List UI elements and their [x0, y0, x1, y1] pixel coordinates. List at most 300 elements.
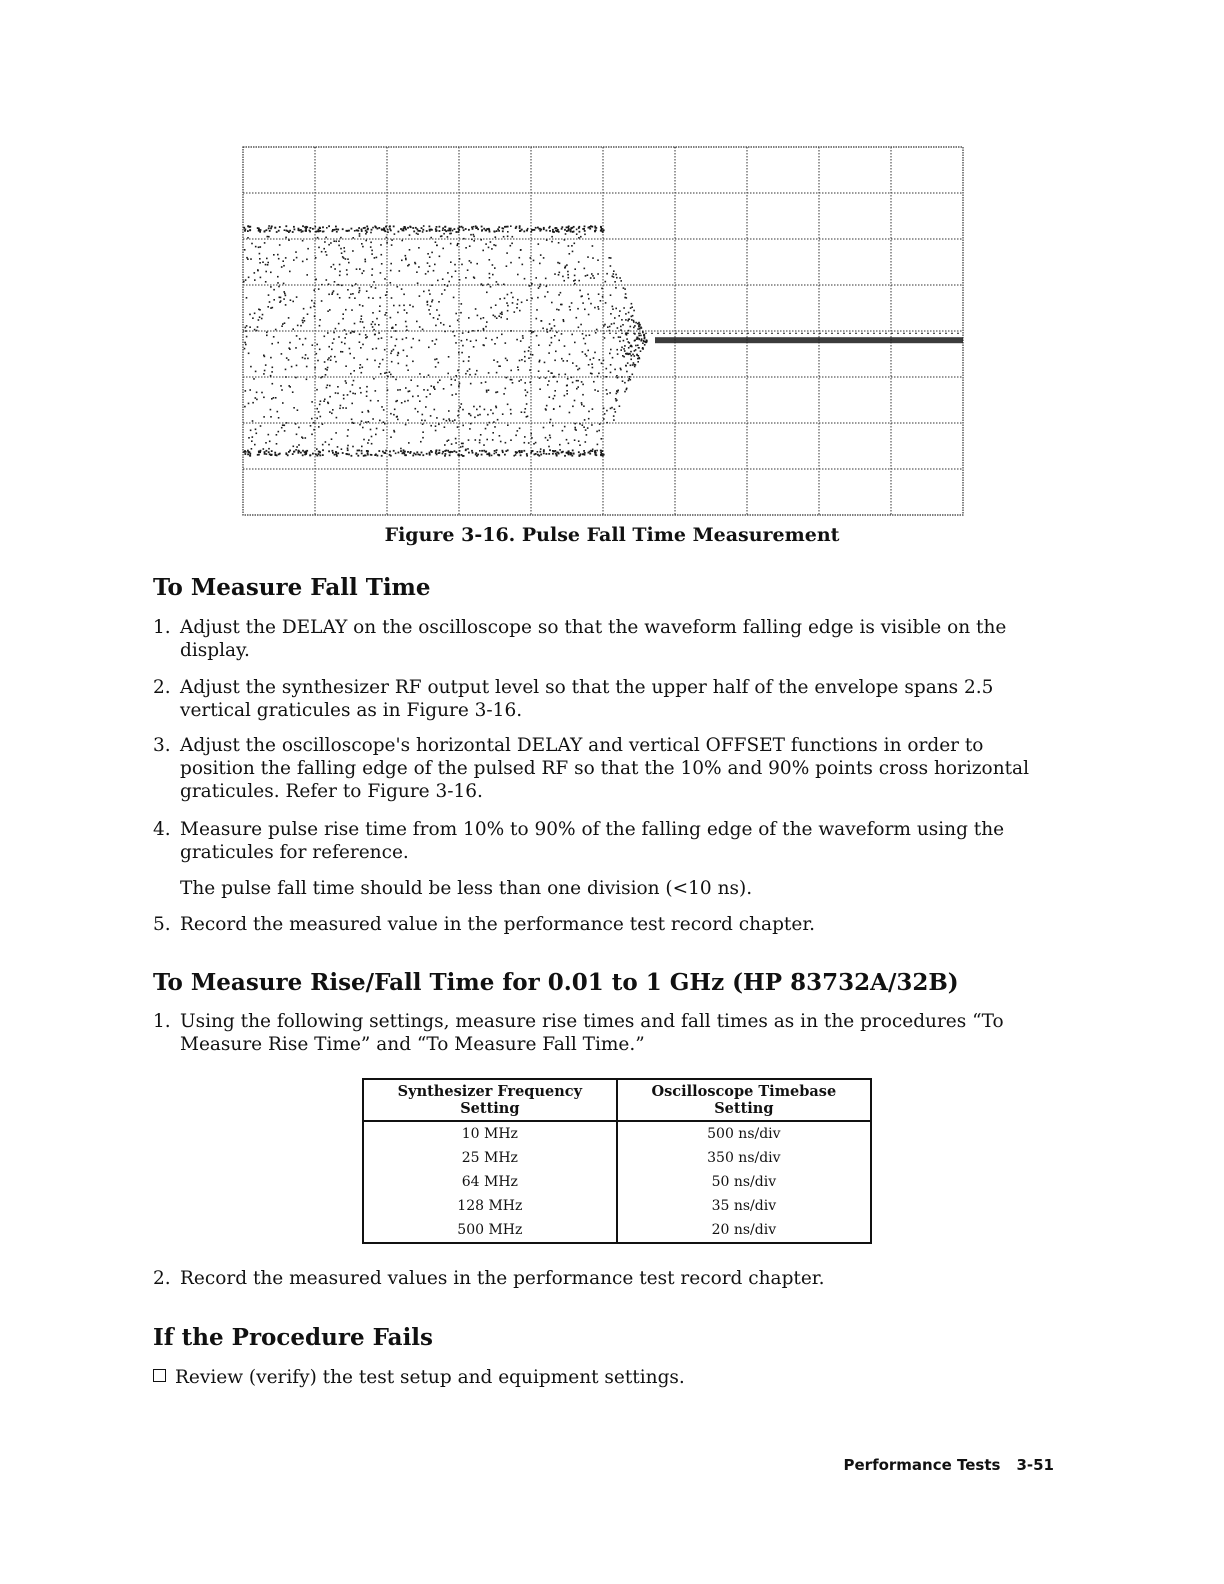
trace-point — [637, 345, 639, 347]
trace-point — [547, 439, 549, 441]
trace-point — [608, 257, 610, 259]
trace-point — [419, 295, 421, 297]
trace-point — [298, 427, 300, 429]
trace-point — [591, 273, 593, 275]
trace-point — [329, 385, 331, 387]
trace-point — [507, 236, 509, 238]
trace-point — [487, 284, 489, 286]
trace-point — [352, 384, 354, 386]
trace-point — [374, 257, 376, 259]
trace-point — [394, 409, 396, 411]
trace-point — [603, 408, 605, 410]
trace-point — [475, 225, 477, 227]
trace-point — [370, 246, 372, 248]
trace-point — [435, 325, 437, 327]
trace-point — [590, 277, 592, 279]
trace-point — [472, 330, 474, 332]
trace-point — [437, 382, 439, 384]
trace-point — [529, 382, 531, 384]
trace-point — [566, 390, 568, 392]
trace-point — [370, 232, 372, 234]
trace-point — [561, 452, 563, 454]
trace-point — [359, 287, 361, 289]
trace-point — [419, 230, 421, 232]
trace-point — [389, 454, 391, 456]
trace-point — [407, 265, 409, 267]
trace-point — [366, 336, 368, 338]
trace-point — [281, 325, 283, 327]
trace-point — [395, 324, 397, 326]
trace-point — [584, 226, 586, 228]
trace-point — [333, 338, 335, 340]
trace-point — [627, 320, 629, 322]
trace-point — [507, 305, 509, 307]
trace-point — [257, 270, 259, 272]
trace-point — [419, 326, 421, 328]
trace-point — [395, 401, 397, 403]
trace-point — [585, 343, 587, 345]
trace-point — [378, 324, 380, 326]
trace-point — [247, 230, 249, 232]
trace-point — [606, 389, 608, 391]
trace-point — [376, 348, 378, 350]
trace-point — [619, 341, 621, 343]
page-footer — [844, 1456, 1055, 1474]
trace-point — [417, 385, 419, 387]
trace-point — [463, 361, 465, 363]
trace-point — [248, 353, 250, 355]
trace-point — [327, 384, 329, 386]
trace-point — [400, 228, 402, 230]
trace-point — [498, 230, 500, 232]
trace-point — [318, 288, 320, 290]
trace-point — [371, 454, 373, 456]
trace-point — [402, 452, 404, 454]
trace-point — [566, 452, 568, 454]
trace-point — [316, 344, 318, 346]
trace-point — [466, 339, 468, 341]
trace-point — [481, 226, 483, 228]
trace-point — [617, 353, 619, 355]
trace-point — [350, 332, 352, 334]
trace-point — [318, 426, 320, 428]
trace-point — [564, 395, 566, 397]
trace-point — [605, 302, 607, 304]
trace-point — [409, 249, 411, 251]
trace-point — [371, 324, 373, 326]
trace-point — [429, 454, 431, 456]
trace-point — [359, 268, 361, 270]
trace-point — [546, 286, 548, 288]
trace-point — [255, 246, 257, 248]
trace-point — [502, 451, 504, 453]
trace-point — [247, 237, 249, 239]
trace-point — [455, 442, 457, 444]
trace-point — [324, 241, 326, 243]
trace-point — [371, 286, 373, 288]
trace-point — [313, 422, 315, 424]
trace-point — [333, 290, 335, 292]
trace-point — [554, 450, 556, 452]
trace-point — [610, 294, 612, 296]
trace-point — [309, 231, 311, 233]
trace-point — [422, 454, 424, 456]
trace-point — [458, 352, 460, 354]
trace-point — [444, 331, 446, 333]
trace-point — [419, 340, 421, 342]
trace-point — [385, 294, 387, 296]
trace-point — [548, 446, 550, 448]
trace-point — [601, 438, 603, 440]
trace-point — [352, 393, 354, 395]
trace-point — [433, 387, 435, 389]
trace-point — [613, 415, 615, 417]
trace-point — [336, 228, 338, 230]
trace-point — [493, 315, 495, 317]
trace-point — [401, 288, 403, 290]
trace-point — [614, 317, 616, 319]
trace-point — [600, 226, 602, 228]
trace-point — [594, 352, 596, 354]
trace-point — [553, 408, 555, 410]
trace-point — [392, 327, 394, 329]
trace-point — [578, 455, 580, 457]
trace-point — [354, 230, 356, 232]
trace-point — [451, 379, 453, 381]
trace-point — [278, 417, 280, 419]
trace-point — [426, 396, 428, 398]
trace-point — [334, 281, 336, 283]
trace-point — [386, 372, 388, 374]
trace-point — [305, 226, 307, 228]
trace-point — [566, 360, 568, 362]
trace-point — [347, 445, 349, 447]
trace-point — [335, 241, 337, 243]
trace-point — [630, 326, 632, 328]
trace-point — [585, 441, 587, 443]
trace-point — [475, 439, 477, 441]
trace-point — [372, 348, 374, 350]
trace-point — [314, 316, 316, 318]
trace-point — [549, 435, 551, 437]
trace-point — [462, 446, 464, 448]
trace-point — [291, 366, 293, 368]
trace-point — [562, 430, 564, 432]
trace-point — [507, 226, 509, 228]
trace-point — [372, 312, 374, 314]
trace-point — [560, 292, 562, 294]
step-text: Adjust the oscilloscope's horizontal DELAY and vertical OFFSET functions in order to position the falling edge of the pulsed RF so that the 10% and 90% points cross horizontal graticules. Refer to Figure 3-16. — [180, 735, 1029, 802]
trace-point — [515, 454, 517, 456]
trace-point — [594, 389, 596, 391]
trace-point — [312, 344, 314, 346]
trace-point — [372, 227, 374, 229]
trace-point — [593, 277, 595, 279]
trace-point — [324, 361, 326, 363]
trace-point — [391, 239, 393, 241]
table-row — [363, 1121, 871, 1146]
trace-point — [429, 230, 431, 232]
trace-point — [366, 450, 368, 452]
trace-point — [281, 353, 283, 355]
trace-point — [522, 335, 524, 337]
trace-point — [436, 226, 438, 228]
trace-point — [468, 439, 470, 441]
trace-point — [432, 340, 434, 342]
trace-point — [362, 367, 364, 369]
trace-point — [613, 419, 615, 421]
trace-point — [519, 450, 521, 452]
trace-point — [277, 342, 279, 344]
trace-point — [533, 443, 535, 445]
trace-point — [516, 307, 518, 309]
trace-point — [267, 264, 269, 266]
trace-point — [272, 367, 274, 369]
trace-point — [477, 330, 479, 332]
trace-point — [345, 407, 347, 409]
trace-point — [354, 323, 356, 325]
trace-point — [341, 252, 343, 254]
trace-point — [525, 408, 527, 410]
trace-point — [431, 301, 433, 303]
trace-point — [642, 332, 644, 334]
trace-point — [633, 321, 635, 323]
trace-point — [566, 264, 568, 266]
trace-point — [340, 351, 342, 353]
trace-point — [307, 313, 309, 315]
trace-point — [559, 263, 561, 265]
trace-point — [340, 248, 342, 250]
trace-point — [418, 247, 420, 249]
trace-point — [638, 347, 640, 349]
trace-point — [440, 322, 442, 324]
trace-point — [439, 226, 441, 228]
trace-point — [398, 363, 400, 365]
trace-point — [644, 337, 646, 339]
trace-point — [384, 278, 386, 280]
trace-point — [455, 375, 457, 377]
trace-point — [264, 242, 266, 244]
trace-point — [264, 370, 266, 372]
trace-point — [619, 405, 621, 407]
trace-point — [600, 450, 602, 452]
trace-point — [617, 391, 619, 393]
trace-point — [446, 440, 448, 442]
trace-point — [549, 396, 551, 398]
trace-point — [506, 265, 508, 267]
table-cell: 350 ns/div — [707, 1149, 781, 1166]
trace-point — [367, 452, 369, 454]
trace-point — [258, 451, 260, 453]
trace-point — [259, 262, 261, 264]
trace-point — [597, 390, 599, 392]
trace-point — [526, 230, 528, 232]
trace-point — [371, 443, 373, 445]
trace-point — [259, 316, 261, 318]
trace-point — [635, 345, 637, 347]
trace-point — [615, 287, 617, 289]
settings-table — [362, 1078, 872, 1244]
trace-point — [523, 450, 525, 452]
trace-point — [610, 257, 612, 259]
trace-point — [557, 262, 559, 264]
trace-point — [344, 251, 346, 253]
trace-point — [435, 425, 437, 427]
trace-point — [361, 315, 363, 317]
trace-point — [459, 383, 461, 385]
trace-point — [460, 446, 462, 448]
trace-point — [255, 429, 257, 431]
trace-point — [503, 236, 505, 238]
trace-point — [558, 242, 560, 244]
trace-point — [598, 308, 600, 310]
trace-point — [364, 227, 366, 229]
trace-point — [494, 450, 496, 452]
trace-point — [514, 311, 516, 313]
trace-point — [312, 228, 314, 230]
trace-point — [382, 229, 384, 231]
trace-point — [593, 357, 595, 359]
trace-point — [638, 335, 640, 337]
trace-point — [470, 234, 472, 236]
trace-point — [507, 231, 509, 233]
trace-point — [485, 337, 487, 339]
trace-point — [635, 349, 637, 351]
trace-point — [548, 352, 550, 354]
trace-point — [561, 228, 563, 230]
trace-point — [353, 380, 355, 382]
trace-point — [372, 326, 374, 328]
trace-point — [277, 254, 279, 256]
trace-point — [265, 264, 267, 266]
trace-point — [556, 381, 558, 383]
trace-point — [454, 450, 456, 452]
trace-point — [505, 442, 507, 444]
trace-point — [620, 280, 622, 282]
trace-point — [406, 355, 408, 357]
trace-point — [368, 439, 370, 441]
trace-point — [296, 335, 298, 337]
trace-point — [556, 332, 558, 334]
trace-point — [455, 313, 457, 315]
trace-point — [300, 452, 302, 454]
trace-point — [304, 320, 306, 322]
trace-point — [615, 274, 617, 276]
trace-point — [474, 417, 476, 419]
trace-point — [525, 395, 527, 397]
trace-point — [605, 281, 607, 283]
trace-point — [315, 454, 317, 456]
trace-point — [390, 413, 392, 415]
trace-point — [561, 358, 563, 360]
trace-point — [292, 231, 294, 233]
trace-point — [391, 350, 393, 352]
trace-point — [330, 242, 332, 244]
trace-point — [530, 231, 532, 233]
trace-point — [598, 373, 600, 375]
trace-point — [351, 455, 353, 457]
trace-point — [361, 453, 363, 455]
trace-point — [260, 450, 262, 452]
trace-point — [267, 236, 269, 238]
trace-point — [368, 421, 370, 423]
trace-point — [540, 454, 542, 456]
trace-point — [616, 349, 618, 351]
trace-point — [490, 241, 492, 243]
trace-point — [549, 230, 551, 232]
trace-point — [492, 413, 494, 415]
trace-point — [626, 371, 628, 373]
trace-point — [609, 326, 611, 328]
trace-point — [628, 341, 630, 343]
trace-point — [284, 293, 286, 295]
trace-point — [597, 259, 599, 261]
trace-point — [407, 419, 409, 421]
trace-point — [628, 312, 630, 314]
trace-point — [512, 297, 514, 299]
trace-point — [393, 349, 395, 351]
trace-point — [363, 270, 365, 272]
trace-point — [571, 227, 573, 229]
trace-point — [379, 420, 381, 422]
trace-point — [572, 406, 574, 408]
trace-point — [318, 411, 320, 413]
trace-point — [389, 451, 391, 453]
trace-point — [356, 453, 358, 455]
trace-point — [355, 283, 357, 285]
trace-point — [399, 270, 401, 272]
trace-point — [270, 416, 272, 418]
trace-point — [517, 430, 519, 432]
trace-point — [434, 359, 436, 361]
trace-point — [579, 368, 581, 370]
trace-point — [320, 400, 322, 402]
trace-point — [528, 357, 530, 359]
trace-point — [602, 296, 604, 298]
trace-point — [365, 240, 367, 242]
table-row — [363, 1194, 871, 1218]
trace-point — [289, 386, 291, 388]
trace-point — [553, 376, 555, 378]
trace-point — [530, 330, 532, 332]
trace-point — [621, 376, 623, 378]
trace-point — [537, 454, 539, 456]
trace-point — [390, 270, 392, 272]
trace-point — [571, 334, 573, 336]
trace-point — [640, 350, 642, 352]
trace-point — [631, 345, 633, 347]
trace-point — [271, 343, 273, 345]
trace-point — [347, 435, 349, 437]
trace-point — [615, 411, 617, 413]
trace-point — [636, 338, 638, 340]
trace-point — [396, 416, 398, 418]
trace-point — [345, 309, 347, 311]
trace-point — [554, 325, 556, 327]
trace-point — [250, 258, 252, 260]
trace-point — [568, 245, 570, 247]
trace-point — [457, 228, 459, 230]
trace-point — [447, 450, 449, 452]
trace-point — [318, 453, 320, 455]
trace-point — [569, 412, 571, 414]
trace-point — [310, 425, 312, 427]
trace-point — [592, 275, 594, 277]
trace-point — [329, 309, 331, 311]
trace-point — [439, 379, 441, 381]
trace-point — [292, 453, 294, 455]
trace-point — [415, 263, 417, 265]
